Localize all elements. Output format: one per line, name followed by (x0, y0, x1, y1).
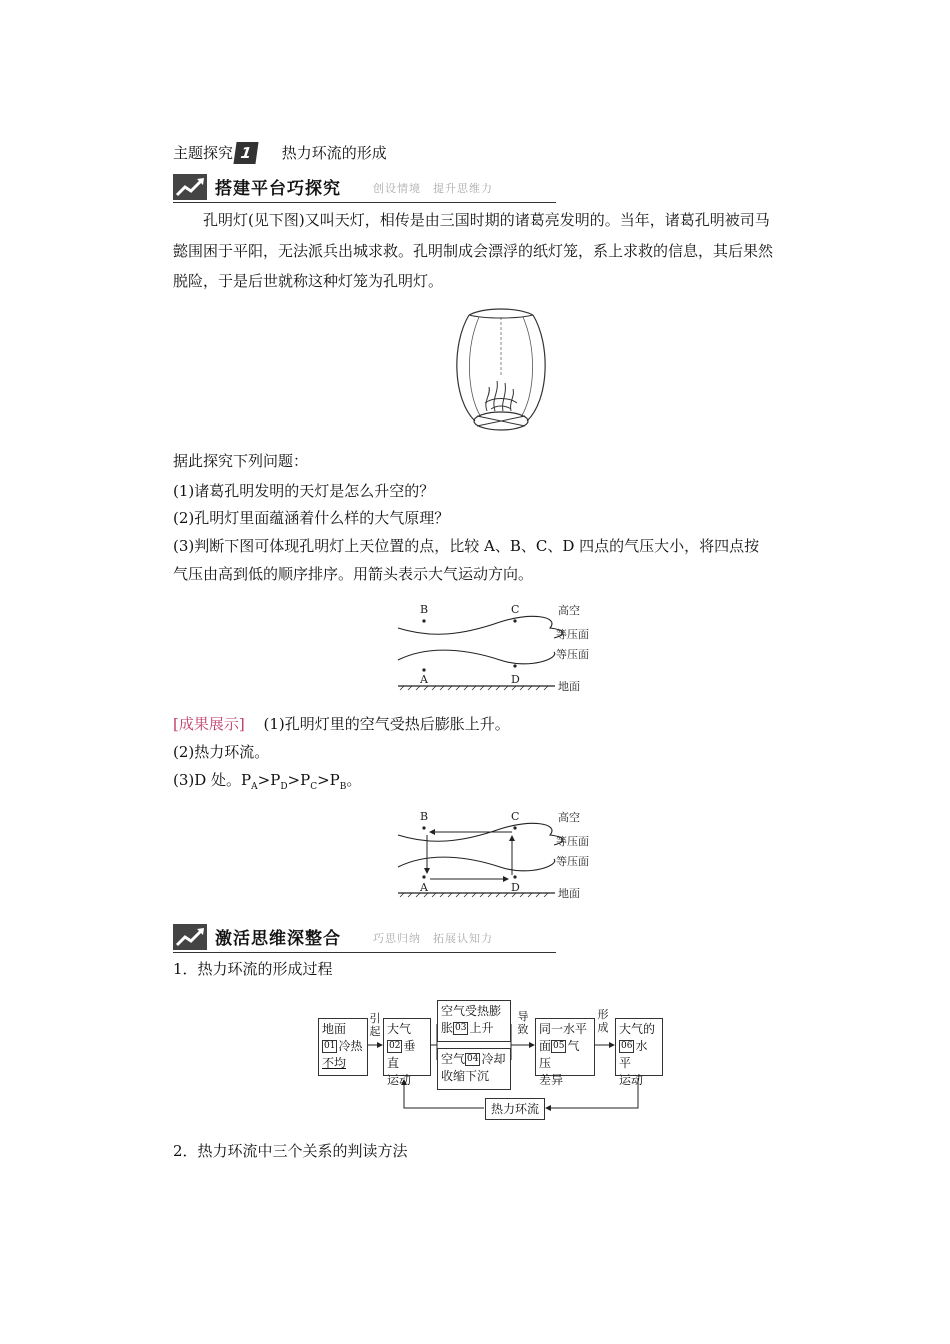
blank-05: 05 (553, 1041, 565, 1051)
arrow-label-cause: 引起 (369, 1012, 381, 1038)
thermal-circulation-flowchart (318, 1000, 668, 1125)
questions-lead: 据此探究下列问题： (173, 452, 309, 470)
question-1: (1)诸葛孔明发明的天灯是怎么升空的？ (173, 482, 435, 500)
trend-chart-icon (173, 174, 207, 200)
section-banner-integrate (173, 922, 556, 953)
upper-isobar-label: 等压面 (556, 628, 589, 641)
pressure-op-end: 。 (346, 771, 362, 789)
svg-text:高空: 高空 (558, 811, 580, 824)
topic-prefix: 主题探究 (173, 144, 234, 162)
isobar-diagram (390, 598, 620, 696)
result-tag: [成果展示] (173, 715, 245, 733)
point-a-label: A (420, 673, 428, 686)
topic-number-badge: 1 (233, 142, 258, 164)
lower-isobar-label: 等压面 (556, 648, 589, 661)
blank-03: 03 (455, 1023, 467, 1033)
banner-subtitle: 创设情境 提升思维力 (373, 182, 493, 195)
svg-text:C: C (511, 810, 520, 823)
question-3-line-2: 气压由高到低的顺序排序。用箭头表示大气运动方向。 (173, 565, 534, 583)
answer-1 (173, 710, 510, 738)
flow-box-pressure-difference: 同一水平 面 05 气压 差异 (535, 1018, 595, 1076)
section-banner-explore (173, 172, 556, 203)
question-3-line-1: (3)判断下图可体现孔明灯上天位置的点，比较 A、B、C、D 四点的气压大小，将四点按 (173, 537, 760, 555)
banner-title: 激活思维深整合 (215, 929, 341, 949)
kongming-lantern-illustration (455, 305, 547, 437)
svg-text:地面: 地面 (558, 887, 580, 900)
blank-02: 02 (389, 1041, 401, 1051)
svg-text:A: A (420, 881, 428, 894)
upper-isobar-line (398, 616, 563, 638)
flow-box-vertical-motion: 大气 02 垂直 运动 (383, 1018, 431, 1076)
intro-line-3: 脱险，于是后世就称这种灯笼为孔明灯。 (173, 272, 444, 290)
banner-subtitle: 巧思归纳 拓展认知力 (373, 932, 493, 945)
flow-box-horizontal-motion: 大气的 06 水平 运动 (615, 1018, 663, 1076)
svg-text:等压面: 等压面 (556, 835, 589, 848)
pressure-sub-a: A (251, 782, 258, 792)
intro-line-2: 懿围困于平阳，无法派兵出城求救。孔明制成会漂浮的纸灯笼，系上求救的信息，其后果然 (173, 242, 774, 260)
pressure-sub-c: C (310, 782, 318, 792)
point-c-label: C (511, 603, 520, 616)
point-b-label: B (420, 603, 429, 616)
svg-text:D: D (511, 881, 520, 894)
pressure-op-2: >P (287, 771, 311, 789)
arrow-label-form: 形成 (597, 1008, 609, 1034)
isobar-diagram-with-arrows (390, 805, 620, 903)
answer-1-text: (1)孔明灯里的空气受热后膨胀上升。 (263, 715, 510, 733)
answer-2: (2)热力环流。 (173, 743, 270, 761)
answer-3 (173, 766, 361, 801)
topic-heading (173, 139, 387, 167)
ground-label: 地面 (558, 680, 580, 693)
answer-3-text: (3)D 处。P (173, 771, 252, 789)
pressure-op-1: >P (257, 771, 281, 789)
flow-box-thermal-circulation: 热力环流 (485, 1098, 545, 1120)
flow-box-cooled-sink: 空气 04 冷却 收缩下沉 (437, 1048, 511, 1090)
svg-text:B: B (420, 810, 429, 823)
pressure-sub-d: D (280, 782, 288, 792)
pressure-sub-b: B (339, 782, 347, 792)
question-2: (2)孔明灯里面蕴涵着什么样的大气原理？ (173, 509, 450, 527)
flow-box-heated-rise: 空气受热膨 胀 03 上升 (437, 1000, 511, 1042)
section-2-heading: 2．热力环流中三个关系的判读方法 (173, 1142, 408, 1160)
flow-box-ground-uneven-heating: 地面 01 冷热 不均 (318, 1018, 368, 1076)
banner-title: 搭建平台巧探究 (215, 179, 341, 199)
section-1-heading: 1．热力环流的形成过程 (173, 960, 333, 978)
trend-chart-icon (173, 924, 207, 950)
blank-01: 01 (324, 1041, 336, 1051)
high-altitude-label: 高空 (558, 604, 580, 617)
intro-line-1: 孔明灯(见下图)又叫天灯，相传是由三国时期的诸葛亮发明的。当年，诸葛孔明被司马 (203, 211, 770, 229)
svg-text:等压面: 等压面 (556, 855, 589, 868)
blank-04: 04 (467, 1054, 479, 1064)
topic-title: 热力环流的形成 (281, 144, 387, 162)
point-d-label: D (511, 673, 520, 686)
pressure-op-3: >P (317, 771, 340, 789)
blank-06: 06 (621, 1041, 633, 1051)
arrow-label-lead-to: 导致 (517, 1010, 529, 1036)
lower-isobar-line (398, 650, 555, 664)
